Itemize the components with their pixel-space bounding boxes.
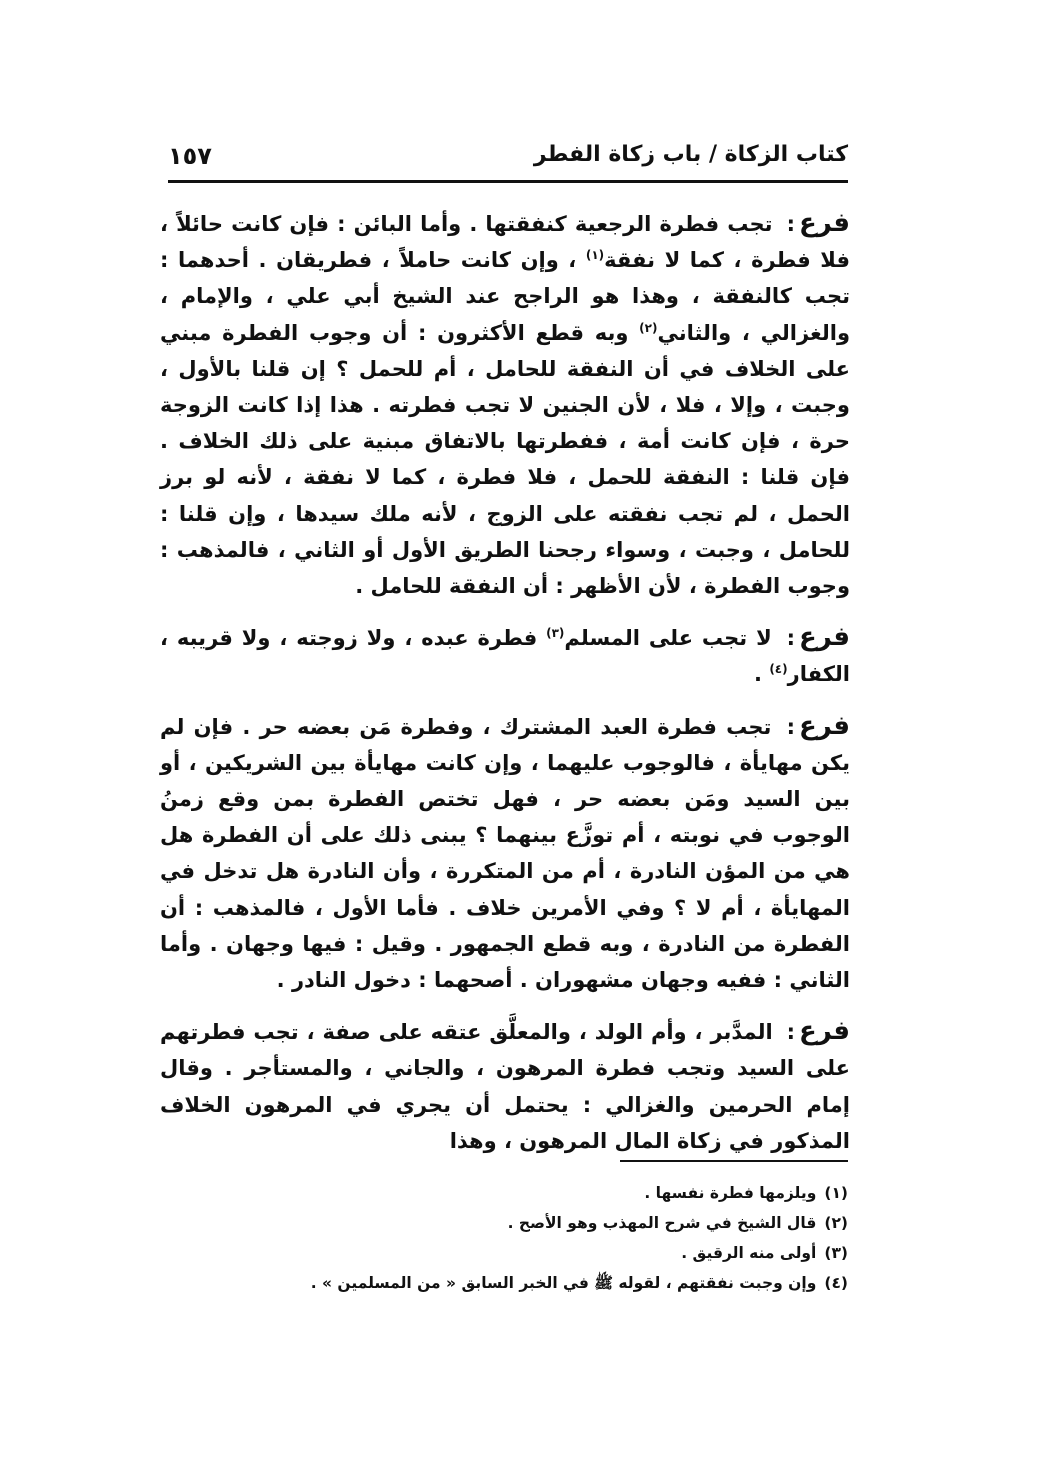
footnotes [300, 1178, 848, 1298]
paragraph-2 [160, 619, 850, 692]
footnote-number: (١) [824, 1184, 848, 1202]
lead-separator: : [786, 1020, 796, 1045]
footnote-number: (٢) [824, 1214, 848, 1232]
lead-separator: : [786, 714, 796, 739]
section-lead: فرع [799, 208, 850, 238]
lead-separator: : [786, 626, 796, 651]
footnote-number: (٣) [824, 1244, 848, 1262]
lead-separator: : [786, 212, 796, 236]
paragraph-text: تجب فطرة الرجعية كنفقتها . وأما البائن : فإن كانت حائلاً ، فلا فطرة ، كما لا نفقة [160, 212, 850, 273]
paragraph-text: المدَّبر ، وأم الولد ، والمعلَّق عتقه على صفة ، تجب فطرتهم على السيد وتجب فطرة المرهون ، والجاني ، والمستأجر . وقال إمام الحرمين والغزالي : يحتمل أن يجري في المرهون الخلاف المذكور في زكاة المال المرهون ، وهذا [160, 1020, 850, 1153]
paragraph-3 [160, 708, 850, 999]
section-lead: فرع [799, 622, 851, 653]
paragraph-1 [160, 205, 850, 604]
paragraph-text: لا تجب على المسلم [564, 626, 772, 651]
paragraph-text: ، وإن كانت حاملاً ، فطريقان . أحدهما : تجب كالنفقة ، وهذا هو الراجح عند الشيخ أبي علي ، والإمام ، والغزالي ، والثاني [160, 248, 851, 345]
main-text [160, 205, 850, 1174]
footnote-item [300, 1238, 848, 1268]
footnote-ref[interactable]: (١) [585, 248, 605, 263]
footnote-ref[interactable]: (٣) [546, 626, 565, 641]
footnote-text: ويلزمها فطرة نفسها . [644, 1184, 817, 1202]
paragraph-text: فطرة عبده ، ولا زوجته ، ولا قريبه ، الكفار [160, 626, 850, 687]
header-divider [168, 180, 848, 183]
footnote-text: قال الشيخ في شرح المهذب وهو الأصح . [507, 1214, 817, 1232]
footnote-ref[interactable]: (٢) [639, 320, 658, 335]
footnote-item [300, 1268, 848, 1298]
footnote-item [300, 1178, 848, 1208]
running-title: كتاب الزكاة / باب زكاة الفطر [533, 142, 848, 167]
page-header [168, 140, 848, 180]
footnote-text: أولى منه الرقيق . [681, 1244, 817, 1262]
footnote-divider [620, 1160, 848, 1162]
footnote-number: (٤) [824, 1274, 848, 1292]
paragraph-4 [160, 1013, 850, 1159]
paragraph-text: وبه قطع الأكثرون : أن وجوب الفطرة مبني على الخلاف في أن النفقة للحامل ، أم للحمل ؟ إن قلنا بالأول ، وجبت ، وإلا ، فلا ، لأن الجنين لا تجب فطرته . هذا إذا كانت الزوجة حرة ، فإن كانت أمة ، ففطرتها بالاتفاق مبنية على ذلك الخلاف . فإن قلنا : النفقة للحمل ، فلا فطرة ، كما لا نفقة ، لأنه لو برز الحمل ، لم تجب نفقته على الزوج ، لأنه ملك سيدها ، وإن قلنا : للحامل ، وجبت ، وسواء رجحنا الطريق الأول أو الثاني ، فالمذهب : وجوب الفطرة ، لأن الأظهر : أن النفقة للحامل . [160, 320, 850, 599]
paragraph-text: تجب فطرة العبد المشترك ، وفطرة مَن بعضه حر . فإن لم يكن مهايأة ، فالوجوب عليهما ، وإن كانت مهايأة بين الشريكين ، أو بين السيد ومَن بعضه حر ، فهل تختص الفطرة بمن وقع زمنُ الوجوب في نوبته ، أم توزَّع بينهما ؟ يبنى ذلك على أن الفطرة هل هي من المؤن النادرة ، أم من المتكررة ، وأن النادرة هل تدخل في المهايأة ، أم لا ؟ وفي الأمرين خلاف . فأما الأول ، فالمذهب : أن الفطرة من النادرة ، وبه قطع الجمهور . وقيل : فيها وجهان . وأما الثاني : ففيه وجهان مشهوران . أصحهما : دخول النادر . [160, 714, 850, 993]
footnote-item [300, 1208, 848, 1238]
footnote-text: وإن وجبت نفقتهم ، لقوله ﷺ في الخبر السابق « من المسلمين » . [310, 1274, 817, 1292]
section-lead: فرع [799, 710, 850, 741]
section-lead: فرع [799, 1016, 850, 1047]
paragraph-text: . [754, 662, 770, 687]
page-number: ١٥٧ [168, 142, 212, 170]
footnote-ref[interactable]: (٤) [769, 662, 788, 677]
